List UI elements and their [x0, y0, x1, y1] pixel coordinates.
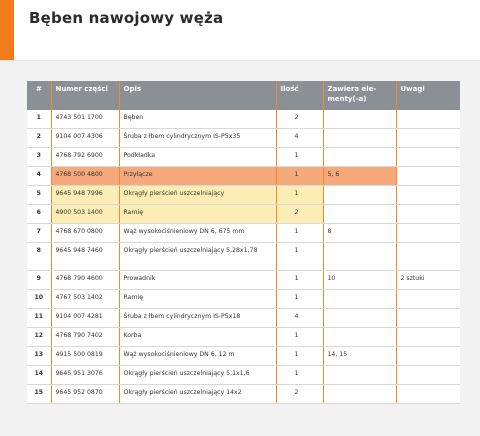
- cell-notes: [396, 167, 460, 186]
- page-header: [0, 0, 480, 61]
- table-row: [27, 129, 460, 148]
- column-header-description: Opis: [119, 81, 276, 110]
- cell-quantity: 1: [276, 366, 323, 385]
- parts-table: [27, 81, 460, 404]
- column-header-quantity: Ilość: [276, 81, 323, 110]
- cell-notes: [396, 243, 460, 271]
- cell-number: 10: [27, 290, 51, 309]
- cell-notes: [396, 129, 460, 148]
- cell-contains: 14, 15: [323, 347, 396, 366]
- cell-description: Bęben: [119, 110, 276, 129]
- column-header-number: #: [27, 81, 51, 110]
- table-row: [27, 243, 460, 271]
- cell-description: Okrągły pierścień uszczelniający: [119, 186, 276, 205]
- cell-number: 1: [27, 110, 51, 129]
- accent-bar: [0, 0, 14, 60]
- cell-quantity: 1: [276, 290, 323, 309]
- cell-quantity: 1: [276, 167, 323, 186]
- cell-number: 7: [27, 224, 51, 243]
- cell-part-number: 9104 007 4306: [51, 129, 119, 148]
- cell-number: 14: [27, 366, 51, 385]
- cell-part-number: 4915 500 0819: [51, 347, 119, 366]
- column-header-part-number: Numer części: [51, 81, 119, 110]
- cell-description: Korba: [119, 328, 276, 347]
- cell-part-number: 9104 007 4281: [51, 309, 119, 328]
- cell-part-number: 4768 790 4600: [51, 271, 119, 290]
- content-area: [0, 61, 480, 436]
- table-row: [27, 290, 460, 309]
- cell-notes: [396, 309, 460, 328]
- table-body: [27, 110, 460, 404]
- table-row: [27, 224, 460, 243]
- table-row: [27, 148, 460, 167]
- cell-quantity: 1: [276, 243, 323, 271]
- cell-part-number: 9645 951 3076: [51, 366, 119, 385]
- cell-contains: 8: [323, 224, 396, 243]
- cell-quantity: 1: [276, 186, 323, 205]
- cell-number: 11: [27, 309, 51, 328]
- cell-contains: [323, 129, 396, 148]
- cell-part-number: 4768 670 0800: [51, 224, 119, 243]
- table-row: [27, 309, 460, 328]
- cell-number: 13: [27, 347, 51, 366]
- cell-contains: [323, 110, 396, 129]
- cell-description: Okrągły pierścień uszczelniający 5,1x1,6: [119, 366, 276, 385]
- column-header-contains: Zawiera ele-menty(-a): [323, 81, 396, 110]
- cell-part-number: 9645 952 0870: [51, 385, 119, 404]
- cell-number: 8: [27, 243, 51, 271]
- cell-notes: [396, 186, 460, 205]
- cell-contains: [323, 309, 396, 328]
- cell-description: Śruba z łbem cylindrycznym IS-P5x35: [119, 129, 276, 148]
- cell-number: 4: [27, 167, 51, 186]
- cell-description: Ramię: [119, 205, 276, 224]
- cell-contains: [323, 385, 396, 404]
- cell-notes: [396, 328, 460, 347]
- cell-number: 9: [27, 271, 51, 290]
- cell-notes: [396, 110, 460, 129]
- cell-number: 3: [27, 148, 51, 167]
- cell-description: Podkładka: [119, 148, 276, 167]
- cell-notes: 2 sztuki: [396, 271, 460, 290]
- cell-quantity: 2: [276, 110, 323, 129]
- table-row: [27, 366, 460, 385]
- cell-number: 2: [27, 129, 51, 148]
- cell-part-number: 4767 503 1402: [51, 290, 119, 309]
- cell-part-number: 9645 948 7460: [51, 243, 119, 271]
- cell-part-number: 4768 790 7402: [51, 328, 119, 347]
- table-row: [27, 110, 460, 129]
- page-title: Bęben nawojowy węża: [29, 9, 224, 27]
- table-row: [27, 167, 460, 186]
- cell-quantity: 1: [276, 148, 323, 167]
- cell-notes: [396, 224, 460, 243]
- table-row: [27, 385, 460, 404]
- cell-description: Śruba z łbem cylindrycznym IS-P5x18: [119, 309, 276, 328]
- cell-quantity: 2: [276, 385, 323, 404]
- cell-contains: 5, 6: [323, 167, 396, 186]
- cell-description: Okrągły pierścień uszczelniający 5,28x1,78: [119, 243, 276, 271]
- cell-contains: [323, 290, 396, 309]
- cell-contains: [323, 328, 396, 347]
- cell-contains: [323, 243, 396, 271]
- cell-quantity: 4: [276, 129, 323, 148]
- cell-number: 5: [27, 186, 51, 205]
- cell-part-number: 9645 948 7996: [51, 186, 119, 205]
- cell-notes: [396, 148, 460, 167]
- table-row: [27, 271, 460, 290]
- cell-description: Wąż wysokociśnieniowy DN 6, 675 mm: [119, 224, 276, 243]
- cell-notes: [396, 366, 460, 385]
- cell-quantity: 1: [276, 271, 323, 290]
- cell-part-number: 4768 792 6900: [51, 148, 119, 167]
- cell-quantity: 4: [276, 309, 323, 328]
- table-row: [27, 328, 460, 347]
- cell-description: Wąż wysokociśnieniowy DN 6, 12 m: [119, 347, 276, 366]
- parts-table-container: [27, 81, 460, 404]
- cell-description: Prowadnik: [119, 271, 276, 290]
- cell-part-number: 4768 500 4800: [51, 167, 119, 186]
- table-header-row: [27, 81, 460, 110]
- cell-number: 15: [27, 385, 51, 404]
- cell-description: Ramię: [119, 290, 276, 309]
- cell-contains: [323, 366, 396, 385]
- cell-number: 6: [27, 205, 51, 224]
- table-row: [27, 186, 460, 205]
- cell-contains: [323, 186, 396, 205]
- cell-notes: [396, 347, 460, 366]
- table-row: [27, 347, 460, 366]
- cell-quantity: 2: [276, 205, 323, 224]
- column-header-notes: Uwagi: [396, 81, 460, 110]
- cell-quantity: 1: [276, 224, 323, 243]
- cell-contains: [323, 148, 396, 167]
- cell-contains: [323, 205, 396, 224]
- cell-part-number: 4743 501 1700: [51, 110, 119, 129]
- cell-quantity: 1: [276, 347, 323, 366]
- cell-description: Okrągły pierścień uszczelniający 14x2: [119, 385, 276, 404]
- cell-notes: [396, 385, 460, 404]
- cell-quantity: 1: [276, 328, 323, 347]
- table-row: [27, 205, 460, 224]
- cell-notes: [396, 290, 460, 309]
- cell-description: Przyłącze: [119, 167, 276, 186]
- cell-part-number: 4900 503 1400: [51, 205, 119, 224]
- cell-number: 12: [27, 328, 51, 347]
- cell-notes: [396, 205, 460, 224]
- cell-contains: 10: [323, 271, 396, 290]
